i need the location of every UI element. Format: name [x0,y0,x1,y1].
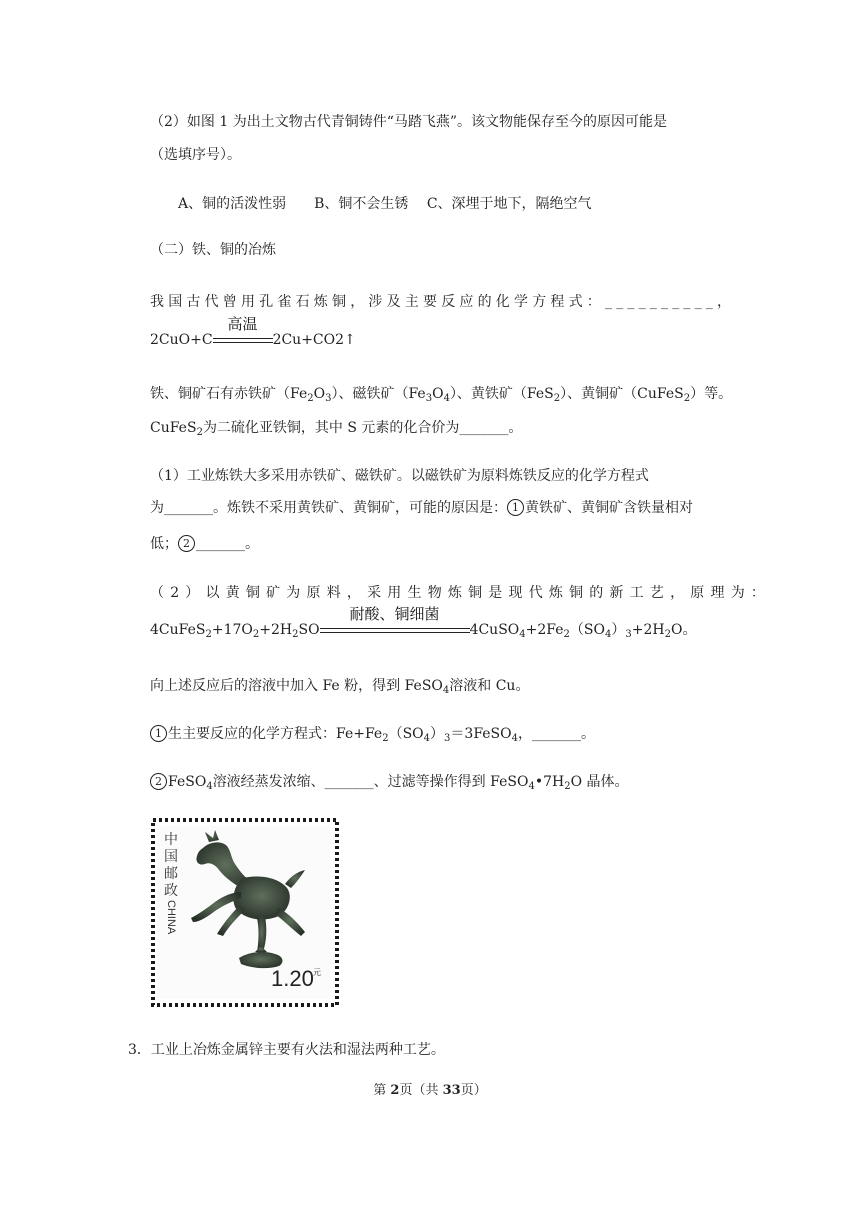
valence-line [150,418,522,438]
eq2-h: ） [611,622,626,638]
ores-text-d: O [432,386,444,402]
stamp-illustration [151,818,339,1007]
total-pages: 33 [442,1083,461,1098]
stamp-value: 1.20 [271,966,314,991]
footer-b: 页（共 [399,1083,443,1098]
ores-line [150,384,732,404]
sub: 4 [528,781,535,792]
ores-text-a: 铁、铜矿石有赤铁矿（Fe [150,386,308,402]
eq2-a: 4CuFeS [150,622,206,638]
eq2-f: +2Fe [525,622,564,638]
sub: 4 [519,629,526,640]
p2-line1 [150,583,772,603]
s2-d: O 晶体。 [570,774,629,790]
p3-line1 [150,676,529,696]
sub: 2 [564,781,571,792]
eq2-g: （SO [569,622,605,638]
sub: 2 [664,629,671,640]
page-number: 2 [390,1083,400,1098]
s1-a: 生主要反应的化学方程式：Fe+Fe [168,726,383,742]
p1-line2-a: 为_______。炼铁不采用黄铁矿、黄铜矿，可能的原因是： [150,500,507,516]
equation-1 [150,315,356,350]
sub: 3 [625,629,632,640]
p1-line2 [150,498,693,518]
sub: 2 [683,393,691,404]
ancient-line [150,292,736,312]
eq1-condition: 高温 [227,315,258,333]
sub: 4 [443,393,450,404]
p1-line1: （1）工业炼铁大多采用赤铁矿、磁铁矿。以磁铁矿为原料炼铁反应的化学方程式 [150,468,649,484]
eq2-j: O。 [670,622,697,638]
eq2-d: SO [298,622,320,638]
eq2-b: +17O [211,622,253,638]
stamp-text-2: 国 [164,848,178,864]
p2-line1-text: （2）以黄铜矿为原料，采用生物炼铜是现代炼铜的新工艺，原理为： [150,585,772,601]
eq2-i: +2H [631,622,665,638]
page-footer [0,1079,860,1098]
sub: 3 [325,393,332,404]
sub: 4 [442,685,450,696]
sub: 2 [563,629,570,640]
p1-line3 [150,534,259,554]
circled-number-2: 2 [150,773,167,790]
sub: 4 [206,781,213,792]
eq2-sign [320,605,470,640]
section-heading: （二）铁、铜的冶炼 [150,242,276,258]
eq1-left: 2CuO+C [150,332,213,348]
stamp-text-1: 中 [164,831,178,847]
p1-line3-b: _______。 [196,536,259,552]
s1-b: （SO [388,726,424,742]
footer-a: 第 [373,1083,391,1098]
sub: 2 [307,393,314,404]
p3-line1-b: 溶液和 Cu。 [449,678,530,694]
sub: 3 [425,393,433,404]
sub: 4 [423,733,431,744]
sub: 3 [444,733,451,744]
p1-line3-a: 低； [150,536,178,552]
q3-line: 3．工业上冶炼金属锌主要有火法和湿法两种工艺。 [128,1042,445,1058]
sub: 2 [292,629,299,640]
p3-step2 [150,772,629,792]
sub: 2 [252,629,260,640]
s2-b: 溶液经蒸发浓缩、_______、过滤等操作得到 FeSO [212,774,529,790]
circled-number-1: 1 [507,499,524,516]
ores-text-c: ）、磁铁矿（Fe [331,386,426,402]
q2-line2: （选填序号）。 [150,147,241,163]
sub: 2 [205,629,212,640]
eq1-right: 2Cu+CO2↑ [272,332,356,348]
s1-c: ） [430,726,445,742]
s2-c: •7H [534,774,565,790]
stamp-image [151,818,339,1007]
ores-text-e: ）、黄铁矿（FeS [449,386,554,402]
circled-number-1: 1 [150,725,167,742]
eq2-c: +2H [259,622,293,638]
stamp-text-3: 邮 [164,865,178,881]
p3-step1 [150,724,595,744]
eq1-sign [213,315,273,350]
valence-text-a: CuFeS [150,420,197,436]
sub: 4 [511,733,518,744]
p1-line2-b: 黄铁矿、黄铜矿含铁量相对 [525,500,693,516]
ores-text-b: O [313,386,326,402]
q2-line1: （2）如图 1 为出土文物古代青铜铸件“马踏飞燕”。该文物能保存至今的原因可能是 [150,114,668,130]
s1-e: ，_______。 [518,726,595,742]
stamp-vertical-text [164,831,178,898]
stamp-unit: 元 [313,968,321,977]
stamp-china: CHINA [165,900,177,935]
s1-d: ＝3FeSO [450,726,512,742]
ores-text-g: ）等。 [690,386,733,402]
eq2-condition: 耐酸、铜细菌 [349,605,440,623]
ancient-text: 我国古代曾用孔雀石炼铜，涉及主要反应的化学方程式：__________， [150,294,736,310]
circled-number-2: 2 [178,535,195,552]
ores-text-f: ）、黄铜矿（CuFeS [560,386,684,402]
sub: 2 [553,393,561,404]
sub: 2 [382,733,389,744]
sub: 4 [604,629,612,640]
q2-options: A、铜的活泼性弱 B、铜不会生锈 C、深埋于地下，隔绝空气 [178,196,592,212]
equation-2 [150,605,697,640]
stamp-text-4: 政 [164,882,178,898]
valence-text-b: 为二硫化亚铁铜，其中 S 元素的化合价为_______。 [202,420,523,436]
s2-a: FeSO [168,774,207,790]
p3-line1-a: 向上述反应后的溶液中加入 Fe 粉，得到 FeSO [150,678,443,694]
sub: 2 [196,427,203,438]
eq2-e: 4CuSO [469,622,520,638]
footer-c: 页） [460,1083,487,1098]
